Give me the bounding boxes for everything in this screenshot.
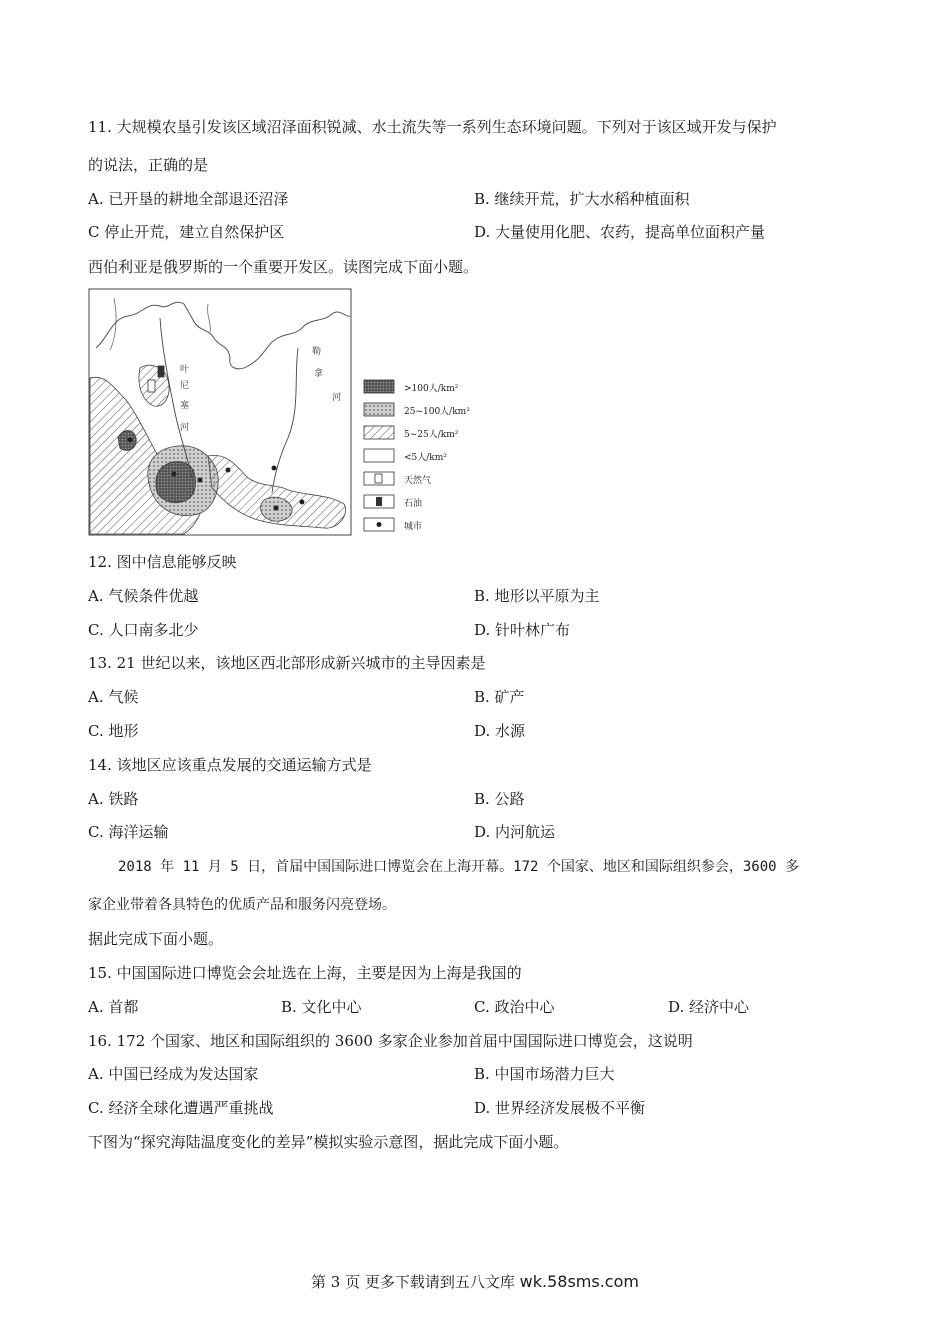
q15-option-a: A. 首都 — [88, 998, 139, 1016]
svg-text:尼: 尼 — [180, 381, 190, 391]
city-dot — [198, 478, 203, 483]
page-number: 第 3 页 — [311, 1273, 361, 1291]
legend-label-dense: >100人/km² — [404, 384, 459, 394]
legend-gas-icon — [375, 474, 382, 483]
city-dot — [300, 500, 305, 505]
q16-option-a: A. 中国已经成为发达国家 — [88, 1065, 259, 1083]
expo-paragraph: 2018 年 11 月 5 日，首届中国国际进口博览会在上海开幕。172 个国家、地区和国际组织参会，3600 多 — [118, 859, 800, 875]
q11-option-c: C 停止开荒，建立自然保护区 — [88, 223, 285, 241]
q15-stem: 15. 中国国际进口博览会会址选在上海，主要是因为上海是我国的 — [88, 964, 522, 982]
svg-text:拿: 拿 — [314, 369, 324, 379]
legend-label-sparse: 5~25人/km² — [404, 430, 459, 440]
q11-option-d: D. 大量使用化肥、农药，提高单位面积产量 — [474, 223, 766, 241]
city-dot — [128, 438, 133, 443]
q12-option-b: B. 地形以平原为主 — [474, 587, 600, 605]
q15-option-c: C. 政治中心 — [474, 998, 555, 1016]
legend-label-empty: <5人/km² — [404, 453, 447, 463]
siberia-population-map — [88, 288, 488, 540]
q16-option-c: C. 经济全球化遭遇严重挑战 — [88, 1099, 274, 1117]
q12-option-a: A. 气候条件优越 — [88, 587, 199, 605]
q14-option-a: A. 铁路 — [88, 790, 139, 808]
q16-option-d: D. 世界经济发展极不平衡 — [474, 1099, 646, 1117]
footer-site-link[interactable]: wk.58sms.com — [519, 1272, 639, 1291]
legend-swatch-empty — [364, 449, 394, 462]
expo-prompt: 据此完成下面小题。 — [88, 930, 224, 948]
map-legend — [364, 380, 470, 532]
q15-option-b: B. 文化中心 — [281, 998, 362, 1016]
q11-stem-cont: 的说法，正确的是 — [88, 156, 209, 174]
svg-text:河: 河 — [180, 423, 190, 433]
svg-text:勒: 勒 — [312, 347, 322, 357]
page-footer — [0, 1272, 950, 1292]
svg-text:塞: 塞 — [180, 401, 190, 411]
svg-text:河: 河 — [332, 393, 342, 403]
q16-stem: 16. 172 个国家、地区和国际组织的 3600 多家企业参加首届中国国际进口博览会，这说明 — [88, 1032, 693, 1050]
q12-option-c: C. 人口南多北少 — [88, 621, 199, 639]
q14-option-d: D. 内河航运 — [474, 823, 556, 841]
q13-stem: 13. 21 世纪以来，该地区西北部形成新兴城市的主导因素是 — [88, 654, 486, 672]
legend-swatch-dense — [364, 380, 394, 393]
q11-option-b: B. 继续开荒，扩大水稻种植面积 — [474, 190, 690, 208]
legend-swatch-medium — [364, 403, 394, 416]
q15-option-d: D. 经济中心 — [668, 998, 750, 1016]
gas-icon — [148, 380, 155, 392]
q14-option-b: B. 公路 — [474, 790, 525, 808]
q13-option-c: C. 地形 — [88, 722, 139, 740]
q13-option-b: B. 矿产 — [474, 688, 525, 706]
expo-paragraph-cont: 家企业带着各具特色的优质产品和服务闪亮登场。 — [88, 897, 396, 913]
region-dense-west — [118, 431, 136, 451]
legend-swatch-sparse — [364, 426, 394, 439]
q11-stem: 11. 大规模农垦引发该区域沼泽面积锐减、水土流失等一系列生态环境问题。下列对于该区域开发与保护 — [88, 118, 777, 136]
city-dot — [272, 466, 277, 471]
legend-label-oil: 石油 — [404, 499, 423, 509]
q11-option-a: A. 已开垦的耕地全部退还沼泽 — [88, 190, 289, 208]
q13-option-a: A. 气候 — [88, 688, 139, 706]
q14-option-c: C. 海洋运输 — [88, 823, 169, 841]
experiment-intro: 下图为“探究海陆温度变化的差异”模拟实验示意图，据此完成下面小题。 — [88, 1133, 569, 1151]
city-dot — [226, 468, 231, 473]
city-dot — [172, 472, 177, 477]
footer-text: 更多下载请到五八文库 — [360, 1273, 520, 1291]
legend-label-medium: 25~100人/km² — [404, 407, 470, 417]
oil-icon — [158, 366, 164, 377]
legend-city-icon — [377, 522, 382, 527]
svg-text:叶: 叶 — [180, 365, 190, 375]
q12-option-d: D. 针叶林广布 — [474, 621, 571, 639]
q12-stem: 12. 图中信息能够反映 — [88, 553, 237, 571]
q16-option-b: B. 中国市场潜力巨大 — [474, 1065, 615, 1083]
city-dot — [274, 506, 279, 511]
q13-option-d: D. 水源 — [474, 722, 526, 740]
legend-oil-icon — [376, 497, 382, 506]
legend-label-city: 城市 — [404, 522, 423, 532]
legend-label-gas: 天然气 — [404, 476, 432, 486]
q14-stem: 14. 该地区应该重点发展的交通运输方式是 — [88, 756, 372, 774]
siberia-intro: 西伯利亚是俄罗斯的一个重要开发区。读图完成下面小题。 — [88, 258, 479, 276]
